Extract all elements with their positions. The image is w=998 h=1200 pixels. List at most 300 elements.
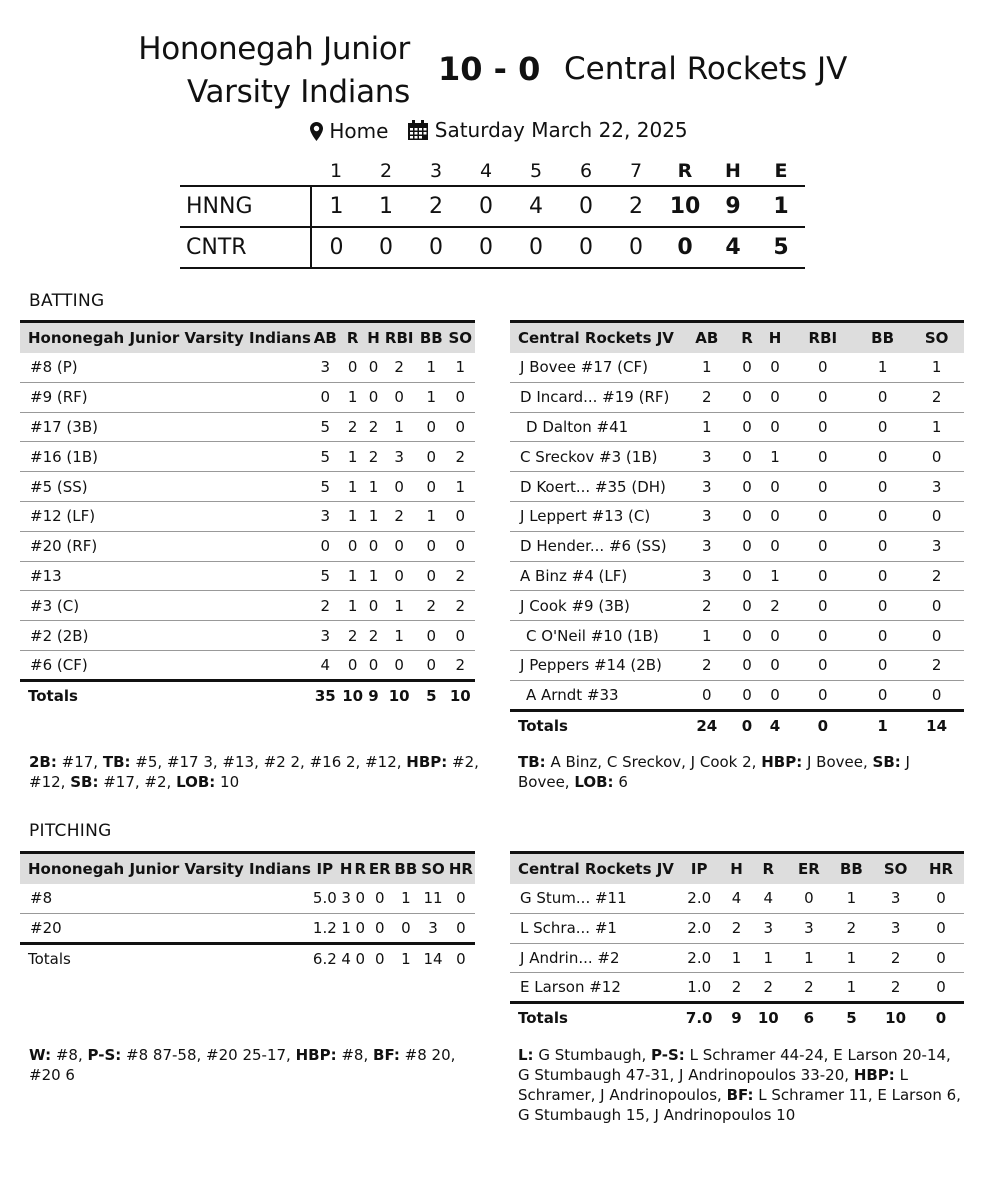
stat-value: 0 bbox=[702, 685, 712, 704]
stat-value: 2 bbox=[873, 943, 918, 973]
player-row bbox=[510, 591, 964, 621]
player-row bbox=[20, 442, 475, 472]
stat-value: 0 bbox=[366, 531, 382, 561]
totals-value: 0 bbox=[918, 1003, 964, 1033]
column-header: SO bbox=[873, 853, 918, 884]
player-name: J Cook #9 (3B) bbox=[510, 591, 680, 621]
batting-section-title: BATTING bbox=[29, 291, 105, 311]
player-name: A Binz #4 (LF) bbox=[510, 561, 680, 591]
inning-score: 4 bbox=[529, 194, 543, 219]
stat-value: 0 bbox=[734, 621, 761, 651]
note-key: LOB: bbox=[176, 773, 216, 791]
stat-value: 0 bbox=[347, 655, 358, 674]
note-text: #8 20, #20 6 bbox=[29, 1046, 456, 1084]
stat-value: 3 bbox=[909, 472, 964, 502]
hits-total: 9 bbox=[725, 194, 741, 219]
home-pitching-table bbox=[20, 851, 475, 973]
stat-value: 5 bbox=[311, 472, 340, 502]
totals-value: 10 bbox=[381, 680, 417, 710]
note-key: HBP: bbox=[406, 753, 448, 771]
linescore-team-header bbox=[180, 156, 311, 186]
totals-value: 1 bbox=[392, 943, 419, 973]
stat-value: 1 bbox=[340, 501, 366, 531]
note-text: J Bovee, bbox=[802, 753, 873, 771]
pitching-section-title: PITCHING bbox=[29, 821, 112, 841]
player-row bbox=[20, 884, 475, 914]
stat-value: 1 bbox=[392, 884, 419, 914]
stat-value: 1 bbox=[340, 442, 366, 472]
player-row bbox=[510, 531, 964, 561]
runs-total: 10 bbox=[669, 194, 701, 219]
stat-value: 1 bbox=[680, 353, 734, 383]
column-header: HR bbox=[918, 853, 964, 884]
stat-value: 2.0 bbox=[674, 913, 725, 943]
totals-value: 6.2 bbox=[311, 943, 339, 973]
note-text: #17, bbox=[56, 753, 103, 771]
game-header bbox=[0, 22, 998, 112]
note-text: J Bovee, bbox=[518, 753, 910, 791]
stat-value: 0 bbox=[918, 943, 964, 973]
stat-value: 1 bbox=[909, 353, 964, 383]
stat-value: 3 bbox=[428, 918, 438, 937]
stat-value: 1 bbox=[680, 412, 734, 442]
stat-value: 0 bbox=[856, 382, 909, 412]
player-name: J Leppert #13 (C) bbox=[510, 501, 680, 531]
player-name: #20 bbox=[30, 918, 62, 937]
stat-value: 0 bbox=[909, 591, 964, 621]
note-text: 10 bbox=[215, 773, 240, 791]
home-batting-notes bbox=[29, 752, 479, 792]
stat-value: 4 bbox=[748, 884, 788, 914]
stat-value: 3 bbox=[339, 884, 354, 914]
stat-value: 0 bbox=[446, 501, 475, 531]
stat-value: 1 bbox=[381, 412, 417, 442]
totals-value: 0 bbox=[790, 710, 856, 740]
stat-value: 0 bbox=[366, 353, 382, 383]
player-row bbox=[510, 973, 964, 1003]
inning-score: 0 bbox=[479, 194, 493, 219]
totals-value: 9 bbox=[725, 1003, 749, 1033]
inning-score: 2 bbox=[629, 194, 643, 219]
stat-value: 0 bbox=[790, 472, 856, 502]
note-text: L Schramer 44-24, E Larson 20-14, G Stumbaugh 47-31, J Andrinopoulos 33-20, bbox=[518, 1046, 951, 1084]
errors-total: 5 bbox=[773, 235, 789, 260]
hits-header: H bbox=[725, 159, 741, 182]
column-header: SO bbox=[909, 322, 964, 353]
stat-value: 1 bbox=[788, 943, 829, 973]
column-header: R bbox=[734, 322, 761, 353]
stat-value: 2 bbox=[366, 621, 382, 651]
stat-value: 0 bbox=[401, 918, 411, 937]
stat-value: 0 bbox=[918, 913, 964, 943]
column-header: H bbox=[760, 322, 789, 353]
game-meta bbox=[0, 118, 998, 146]
player-row bbox=[20, 412, 475, 442]
stat-value: 0 bbox=[734, 412, 761, 442]
stat-value: 1 bbox=[366, 472, 382, 502]
totals-label: Totals bbox=[20, 680, 311, 710]
home-team-name bbox=[138, 28, 410, 114]
date-label: Saturday March 22, 2025 bbox=[434, 118, 688, 142]
stat-value: 1 bbox=[748, 943, 788, 973]
stat-value: 0 bbox=[936, 978, 946, 997]
player-row bbox=[510, 501, 964, 531]
totals-value: 5 bbox=[417, 680, 446, 710]
stat-value: 0 bbox=[734, 650, 761, 680]
inning-score: 0 bbox=[529, 235, 543, 260]
player-row bbox=[20, 650, 475, 680]
stat-value: 0 bbox=[790, 591, 856, 621]
stat-value: 2 bbox=[830, 913, 874, 943]
stat-value: 0 bbox=[447, 884, 475, 914]
runs-total: 0 bbox=[677, 235, 693, 260]
final-score: 10 - 0 bbox=[438, 50, 541, 88]
stat-value: 0 bbox=[734, 472, 761, 502]
stat-value: 0 bbox=[856, 561, 909, 591]
totals-value: 10 bbox=[873, 1003, 918, 1033]
column-header: H bbox=[725, 853, 749, 884]
stat-value: 1 bbox=[341, 918, 351, 937]
stat-value: 0 bbox=[760, 412, 789, 442]
linescore-row-away bbox=[180, 227, 805, 268]
stat-value: 0 bbox=[417, 561, 446, 591]
inning-score: 2 bbox=[429, 194, 443, 219]
stat-value: 0 bbox=[760, 382, 789, 412]
totals-value: 0 bbox=[367, 943, 392, 973]
column-header: RBI bbox=[790, 322, 856, 353]
player-row bbox=[20, 621, 475, 651]
player-row bbox=[510, 382, 964, 412]
inning-header: 5 bbox=[529, 159, 543, 182]
stat-value: 0 bbox=[760, 472, 789, 502]
column-header: ER bbox=[367, 853, 392, 884]
player-row bbox=[20, 561, 475, 591]
stat-value: 0 bbox=[353, 884, 367, 914]
totals-value: 10 bbox=[340, 680, 366, 710]
stat-value: 3 bbox=[748, 913, 788, 943]
home-batting-table bbox=[20, 320, 475, 710]
player-row bbox=[510, 353, 964, 383]
totals-row bbox=[20, 943, 475, 973]
home-pitching-notes bbox=[29, 1045, 474, 1085]
player-name: J Bovee #17 (CF) bbox=[510, 353, 680, 383]
stat-value: 0 bbox=[734, 501, 761, 531]
note-text: #8, bbox=[51, 1046, 88, 1064]
stat-value: 0 bbox=[909, 501, 964, 531]
note-key: P-S: bbox=[87, 1046, 122, 1064]
player-row bbox=[510, 412, 964, 442]
stat-value: 2 bbox=[725, 913, 749, 943]
totals-value: 4 bbox=[339, 943, 354, 973]
player-name: #8 (P) bbox=[20, 353, 311, 383]
note-key: SB: bbox=[70, 773, 99, 791]
totals-value: 10 bbox=[446, 680, 475, 710]
stat-value: 0 bbox=[417, 531, 446, 561]
stat-value: 0 bbox=[856, 472, 909, 502]
team-name-header: Hononegah Junior Varsity Indians bbox=[20, 853, 311, 884]
team-name-header: Central Rockets JV bbox=[510, 322, 680, 353]
stat-value: 3 bbox=[680, 442, 734, 472]
inning-header: 3 bbox=[429, 159, 443, 182]
stat-value: 3 bbox=[680, 472, 734, 502]
totals-value: 6 bbox=[788, 1003, 829, 1033]
stat-value: 1 bbox=[366, 501, 382, 531]
column-header: IP bbox=[674, 853, 725, 884]
stat-value: 0 bbox=[790, 531, 856, 561]
stat-value: 2 bbox=[417, 591, 446, 621]
player-row bbox=[510, 913, 964, 943]
player-row bbox=[510, 884, 964, 914]
stat-value: 3 bbox=[788, 913, 829, 943]
stat-value: 0 bbox=[856, 412, 909, 442]
stat-value: 0 bbox=[877, 685, 888, 704]
totals-value: 0 bbox=[353, 943, 367, 973]
stat-value: 1 bbox=[725, 943, 749, 973]
player-row bbox=[20, 913, 475, 943]
column-header: BB bbox=[830, 853, 874, 884]
stat-value: 1 bbox=[830, 943, 874, 973]
totals-value: 5 bbox=[830, 1003, 874, 1033]
stat-value: 2 bbox=[446, 561, 475, 591]
team-name-header: Central Rockets JV bbox=[510, 853, 674, 884]
stat-value: 1.2 bbox=[312, 918, 337, 937]
stat-value: 2 bbox=[909, 561, 964, 591]
stat-value: 0 bbox=[381, 561, 417, 591]
inning-header: 4 bbox=[479, 159, 493, 182]
player-row bbox=[20, 501, 475, 531]
stat-value: 0 bbox=[760, 650, 789, 680]
player-name: #12 (LF) bbox=[20, 501, 311, 531]
inning-score: 0 bbox=[379, 235, 393, 260]
stat-value: 2 bbox=[340, 412, 366, 442]
column-header: IP bbox=[311, 853, 339, 884]
note-key: TB: bbox=[518, 753, 546, 771]
note-text: #17, #2, bbox=[98, 773, 177, 791]
location-info bbox=[310, 119, 388, 143]
player-row bbox=[510, 680, 964, 710]
stat-value: 5 bbox=[311, 561, 340, 591]
player-name: #3 (C) bbox=[20, 591, 311, 621]
stat-value: 0 bbox=[366, 591, 382, 621]
stat-value: 0 bbox=[426, 655, 437, 674]
stat-value: 0 bbox=[374, 918, 385, 937]
stat-value: 0 bbox=[760, 501, 789, 531]
stat-value: 0 bbox=[311, 382, 340, 412]
stat-value: 0 bbox=[446, 531, 475, 561]
stat-value: 0 bbox=[381, 531, 417, 561]
player-name: #2 (2B) bbox=[20, 621, 311, 651]
stat-value: 0 bbox=[446, 382, 475, 412]
stat-value: 0 bbox=[367, 884, 392, 914]
note-key: W: bbox=[29, 1046, 52, 1064]
note-key: BF: bbox=[373, 1046, 400, 1064]
player-name: C O'Neil #10 (1B) bbox=[510, 621, 680, 651]
stat-value: 0 bbox=[760, 353, 789, 383]
note-text: L Schramer 11, E Larson 6, G Stumbaugh 15, J Andrinopoulos 10 bbox=[518, 1086, 961, 1124]
stat-value: 4 bbox=[320, 655, 331, 674]
note-key: HBP: bbox=[761, 753, 803, 771]
stat-header-row bbox=[510, 322, 964, 353]
stat-value: 0 bbox=[381, 472, 417, 502]
hits-total: 4 bbox=[725, 235, 741, 260]
team-name-header: Hononegah Junior Varsity Indians bbox=[20, 322, 311, 353]
stat-value: 0 bbox=[381, 382, 417, 412]
stat-value: 0 bbox=[856, 591, 909, 621]
stat-value: 1 bbox=[760, 561, 789, 591]
totals-row bbox=[20, 680, 475, 710]
stat-value: 1 bbox=[446, 472, 475, 502]
stat-value: 4 bbox=[725, 884, 749, 914]
note-key: SB: bbox=[872, 753, 901, 771]
stat-value: 3 bbox=[680, 531, 734, 561]
player-name: J Peppers #14 (2B) bbox=[510, 650, 680, 680]
inning-score: 1 bbox=[311, 186, 361, 227]
note-text: #8 87-58, #20 25-17, bbox=[121, 1046, 296, 1064]
stat-value: 1 bbox=[381, 621, 417, 651]
totals-value: 14 bbox=[909, 710, 964, 740]
note-key: BF: bbox=[726, 1086, 754, 1104]
stat-value: 0 bbox=[770, 685, 780, 704]
player-row bbox=[510, 561, 964, 591]
stat-value: 0 bbox=[734, 442, 761, 472]
stat-value: 0 bbox=[446, 412, 475, 442]
stat-value: 3 bbox=[909, 531, 964, 561]
player-name: C Sreckov #3 (1B) bbox=[510, 442, 680, 472]
stat-value: 0 bbox=[311, 531, 340, 561]
stat-value: 0 bbox=[790, 442, 856, 472]
home-team-name-line1: Hononegah Junior bbox=[138, 31, 410, 67]
stat-value: 2 bbox=[366, 412, 382, 442]
note-text: A Binz, C Sreckov, J Cook 2, bbox=[545, 753, 762, 771]
stat-value: 0 bbox=[931, 685, 942, 704]
stat-value: 1 bbox=[446, 353, 475, 383]
linescore-header-row bbox=[180, 156, 805, 186]
totals-value: 7.0 bbox=[674, 1003, 725, 1033]
inning-score: 0 bbox=[479, 235, 493, 260]
column-header: RBI bbox=[381, 322, 417, 353]
player-row bbox=[510, 621, 964, 651]
player-name: D Hender... #6 (SS) bbox=[510, 531, 680, 561]
totals-value: 35 bbox=[311, 680, 340, 710]
away-batting-table bbox=[510, 320, 964, 740]
stat-header-row bbox=[510, 853, 964, 884]
player-row bbox=[510, 442, 964, 472]
stat-value: 3 bbox=[680, 501, 734, 531]
player-name: #16 (1B) bbox=[20, 442, 311, 472]
stat-value: 1 bbox=[909, 412, 964, 442]
stat-value: 1 bbox=[856, 353, 909, 383]
player-row bbox=[20, 472, 475, 502]
totals-value: 0 bbox=[734, 710, 761, 740]
stat-value: 0 bbox=[734, 353, 761, 383]
column-header: R bbox=[353, 853, 367, 884]
stat-value: 3 bbox=[873, 884, 918, 914]
stat-value: 0 bbox=[456, 918, 466, 937]
stat-value: 2 bbox=[366, 442, 382, 472]
away-batting-notes bbox=[518, 752, 958, 792]
note-key: P-S: bbox=[651, 1046, 685, 1064]
stat-value: 0 bbox=[446, 621, 475, 651]
stat-value: 0 bbox=[790, 561, 856, 591]
stat-value: 0 bbox=[366, 382, 382, 412]
stat-value: 0 bbox=[790, 621, 856, 651]
totals-value: 1 bbox=[856, 710, 909, 740]
stat-value: 0 bbox=[790, 353, 856, 383]
runs-header: R bbox=[677, 159, 693, 182]
stat-value: 2 bbox=[909, 650, 964, 680]
stat-value: 2 bbox=[680, 591, 734, 621]
column-header: BB bbox=[392, 853, 419, 884]
player-row bbox=[20, 382, 475, 412]
totals-value: 9 bbox=[366, 680, 382, 710]
stat-value: 0 bbox=[340, 531, 366, 561]
stat-value: 1 bbox=[340, 472, 366, 502]
stat-value: 0 bbox=[417, 472, 446, 502]
stat-value: 1 bbox=[381, 591, 417, 621]
stat-value: 1 bbox=[366, 561, 382, 591]
inning-header: 6 bbox=[579, 159, 593, 182]
stat-value: 1 bbox=[680, 621, 734, 651]
linescore-team: CNTR bbox=[186, 235, 247, 260]
stat-value: 2 bbox=[909, 382, 964, 412]
errors-total: 1 bbox=[773, 194, 789, 219]
stat-value: 2 bbox=[381, 353, 417, 383]
stat-value: 0 bbox=[734, 531, 761, 561]
player-name: E Larson #12 bbox=[520, 978, 621, 997]
totals-label: Totals bbox=[510, 710, 680, 740]
note-key: 2B: bbox=[29, 753, 57, 771]
stat-value: 0 bbox=[394, 655, 404, 674]
stat-value: 1 bbox=[830, 884, 874, 914]
player-name: L Schra... #1 bbox=[510, 913, 674, 943]
inning-score: 0 bbox=[311, 227, 361, 268]
home-team-name-line2: Varsity Indians bbox=[186, 74, 410, 110]
stat-value: 2 bbox=[680, 382, 734, 412]
stat-value: 0 bbox=[417, 412, 446, 442]
stat-header-row bbox=[20, 322, 475, 353]
column-header: BB bbox=[856, 322, 909, 353]
player-name: A Arndt #33 bbox=[526, 685, 619, 704]
stat-value: 1 bbox=[846, 978, 857, 997]
stat-value: 2 bbox=[731, 978, 742, 997]
away-pitching-notes bbox=[518, 1045, 963, 1125]
stat-value: 3 bbox=[311, 621, 340, 651]
stat-value: 3 bbox=[381, 442, 417, 472]
stat-value: 11 bbox=[419, 884, 447, 914]
stat-header-row bbox=[20, 853, 475, 884]
away-team-name: Central Rockets JV bbox=[564, 51, 848, 87]
column-header: AB bbox=[680, 322, 734, 353]
stat-value: 1 bbox=[417, 353, 446, 383]
stat-value: 2 bbox=[804, 978, 814, 997]
stat-value: 3 bbox=[311, 501, 340, 531]
stat-value: 3 bbox=[680, 561, 734, 591]
column-header: SO bbox=[419, 853, 447, 884]
stat-value: 0 bbox=[742, 685, 752, 704]
stat-value: 0 bbox=[734, 591, 761, 621]
player-row bbox=[510, 472, 964, 502]
stat-value: 2 bbox=[890, 978, 901, 997]
stat-value: 1 bbox=[760, 442, 789, 472]
linescore-team: HNNG bbox=[186, 194, 253, 219]
note-key: LOB: bbox=[574, 773, 614, 791]
stat-value: 0 bbox=[788, 884, 829, 914]
stat-value: 0 bbox=[856, 621, 909, 651]
location-label: Home bbox=[329, 119, 389, 143]
note-key: L: bbox=[518, 1046, 534, 1064]
stat-value: 0 bbox=[856, 501, 909, 531]
note-key: HBP: bbox=[295, 1046, 337, 1064]
